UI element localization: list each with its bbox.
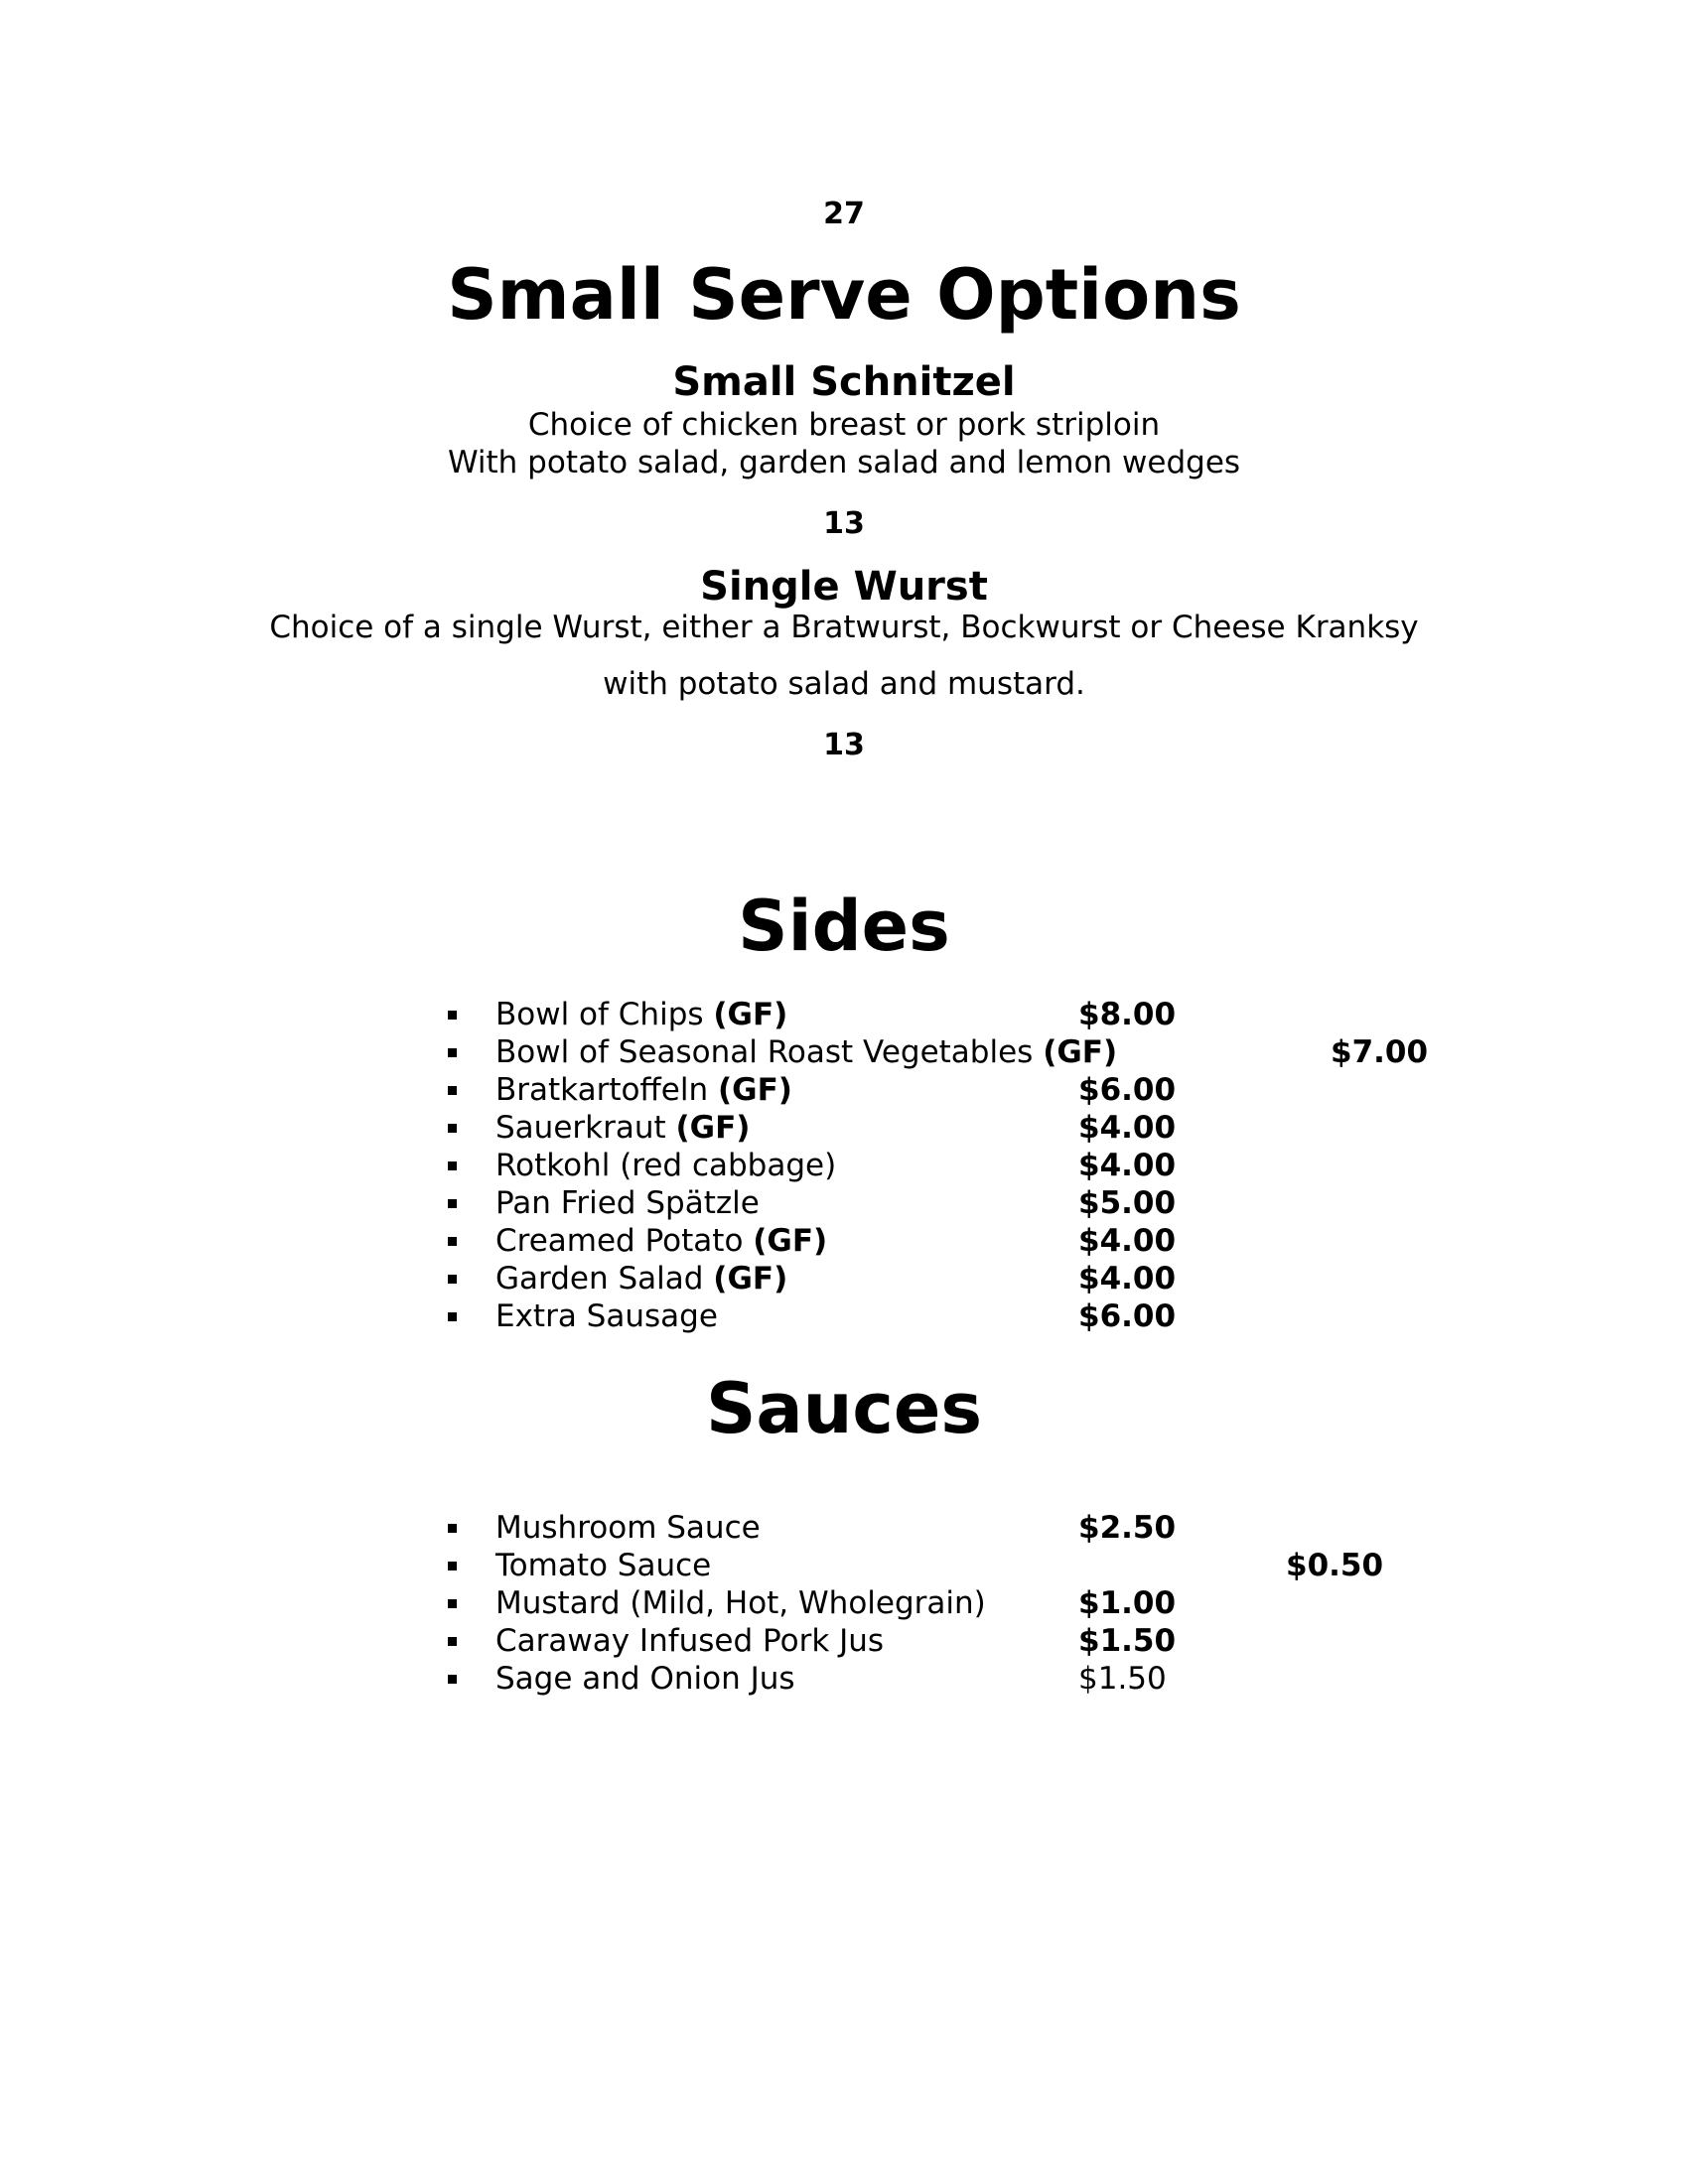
bullet-icon — [448, 1086, 457, 1095]
sauce-price: $2.50 — [1078, 1510, 1177, 1546]
gf-tag: (GF) — [717, 1072, 792, 1108]
side-price: $4.00 — [1078, 1148, 1177, 1183]
side-price: $5.00 — [1078, 1185, 1177, 1221]
small-schnitzel-desc-2: With potato salad, garden salad and lemon wedges — [447, 445, 1241, 480]
bullet-icon — [448, 1675, 457, 1684]
bullet-icon — [448, 1199, 457, 1208]
sauce-name: Mushroom Sauce — [495, 1510, 761, 1546]
bullet-icon — [448, 1312, 457, 1321]
bullet-icon — [448, 1161, 457, 1170]
gf-tag: (GF) — [675, 1110, 751, 1146]
sauce-price: $0.50 — [1286, 1548, 1384, 1583]
sauce-name: Sage and Onion Jus — [495, 1661, 795, 1697]
side-name: Bratkartoffeln — [495, 1072, 718, 1108]
side-name: Rotkohl (red cabbage) — [495, 1148, 837, 1183]
sauce-name: Caraway Infused Pork Jus — [495, 1623, 885, 1659]
bullet-icon — [448, 1237, 457, 1246]
list-item — [0, 1297, 1688, 1335]
list-item — [0, 1222, 1688, 1260]
side-name: Garden Salad — [495, 1261, 714, 1297]
single-wurst-desc-2: with potato salad and mustard. — [603, 666, 1085, 702]
sauce-price: $1.00 — [1078, 1585, 1177, 1621]
sauce-name: Mustard (Mild, Hot, Wholegrain) — [495, 1585, 986, 1621]
side-price: $4.00 — [1078, 1261, 1177, 1297]
small-schnitzel-title: Small Schnitzel — [672, 359, 1016, 405]
list-item — [0, 1622, 1688, 1660]
side-name: Sauerkraut — [495, 1110, 676, 1146]
side-price: $6.00 — [1078, 1072, 1177, 1108]
list-item — [0, 1547, 1688, 1584]
list-item — [0, 1660, 1688, 1698]
single-wurst-price: 13 — [823, 728, 865, 762]
small-schnitzel-desc-1: Choice of chicken breast or pork striploin — [527, 407, 1161, 443]
list-item — [0, 1184, 1688, 1222]
bullet-icon — [448, 1124, 457, 1133]
gf-tag: (GF) — [713, 1261, 788, 1297]
sides-list — [0, 996, 1688, 1335]
side-price: $7.00 — [1331, 1034, 1429, 1070]
single-wurst-title: Single Wurst — [700, 564, 988, 610]
side-name: Creamed Potato — [495, 1223, 754, 1259]
gf-tag: (GF) — [713, 997, 788, 1032]
list-item — [0, 996, 1688, 1033]
side-name: Bowl of Chips — [495, 997, 714, 1032]
bullet-icon — [448, 1275, 457, 1284]
top-price: 27 — [823, 197, 865, 231]
bullet-icon — [448, 1011, 457, 1020]
small-schnitzel-price: 13 — [823, 506, 865, 541]
side-price: $6.00 — [1078, 1298, 1177, 1334]
bullet-icon — [448, 1637, 457, 1646]
list-item — [0, 1509, 1688, 1547]
bullet-icon — [448, 1599, 457, 1608]
side-price: $4.00 — [1078, 1110, 1177, 1146]
sauce-price: $1.50 — [1078, 1661, 1167, 1697]
gf-tag: (GF) — [753, 1223, 828, 1259]
sauces-list — [0, 1509, 1688, 1698]
sauce-price: $1.50 — [1078, 1623, 1177, 1659]
list-item — [0, 1584, 1688, 1622]
sauce-name: Tomato Sauce — [495, 1548, 712, 1583]
list-item — [0, 1109, 1688, 1147]
list-item — [0, 1147, 1688, 1184]
single-wurst-desc-1: Choice of a single Wurst, either a Bratwurst, Bockwurst or Cheese Kranksy — [269, 610, 1419, 645]
side-name: Extra Sausage — [495, 1298, 718, 1334]
bullet-icon — [448, 1562, 457, 1570]
sauces-title: Sauces — [705, 1368, 983, 1449]
list-item — [0, 1033, 1688, 1071]
list-item — [0, 1071, 1688, 1109]
side-price: $4.00 — [1078, 1223, 1177, 1259]
list-item — [0, 1260, 1688, 1297]
bullet-icon — [448, 1048, 457, 1057]
gf-tag: (GF) — [1043, 1034, 1118, 1070]
side-price: $8.00 — [1078, 997, 1177, 1032]
bullet-icon — [448, 1524, 457, 1533]
sides-title: Sides — [738, 886, 950, 967]
side-name: Pan Fried Spätzle — [495, 1185, 760, 1221]
page-title: Small Serve Options — [447, 254, 1241, 336]
side-name: Bowl of Seasonal Roast Vegetables — [495, 1034, 1044, 1070]
